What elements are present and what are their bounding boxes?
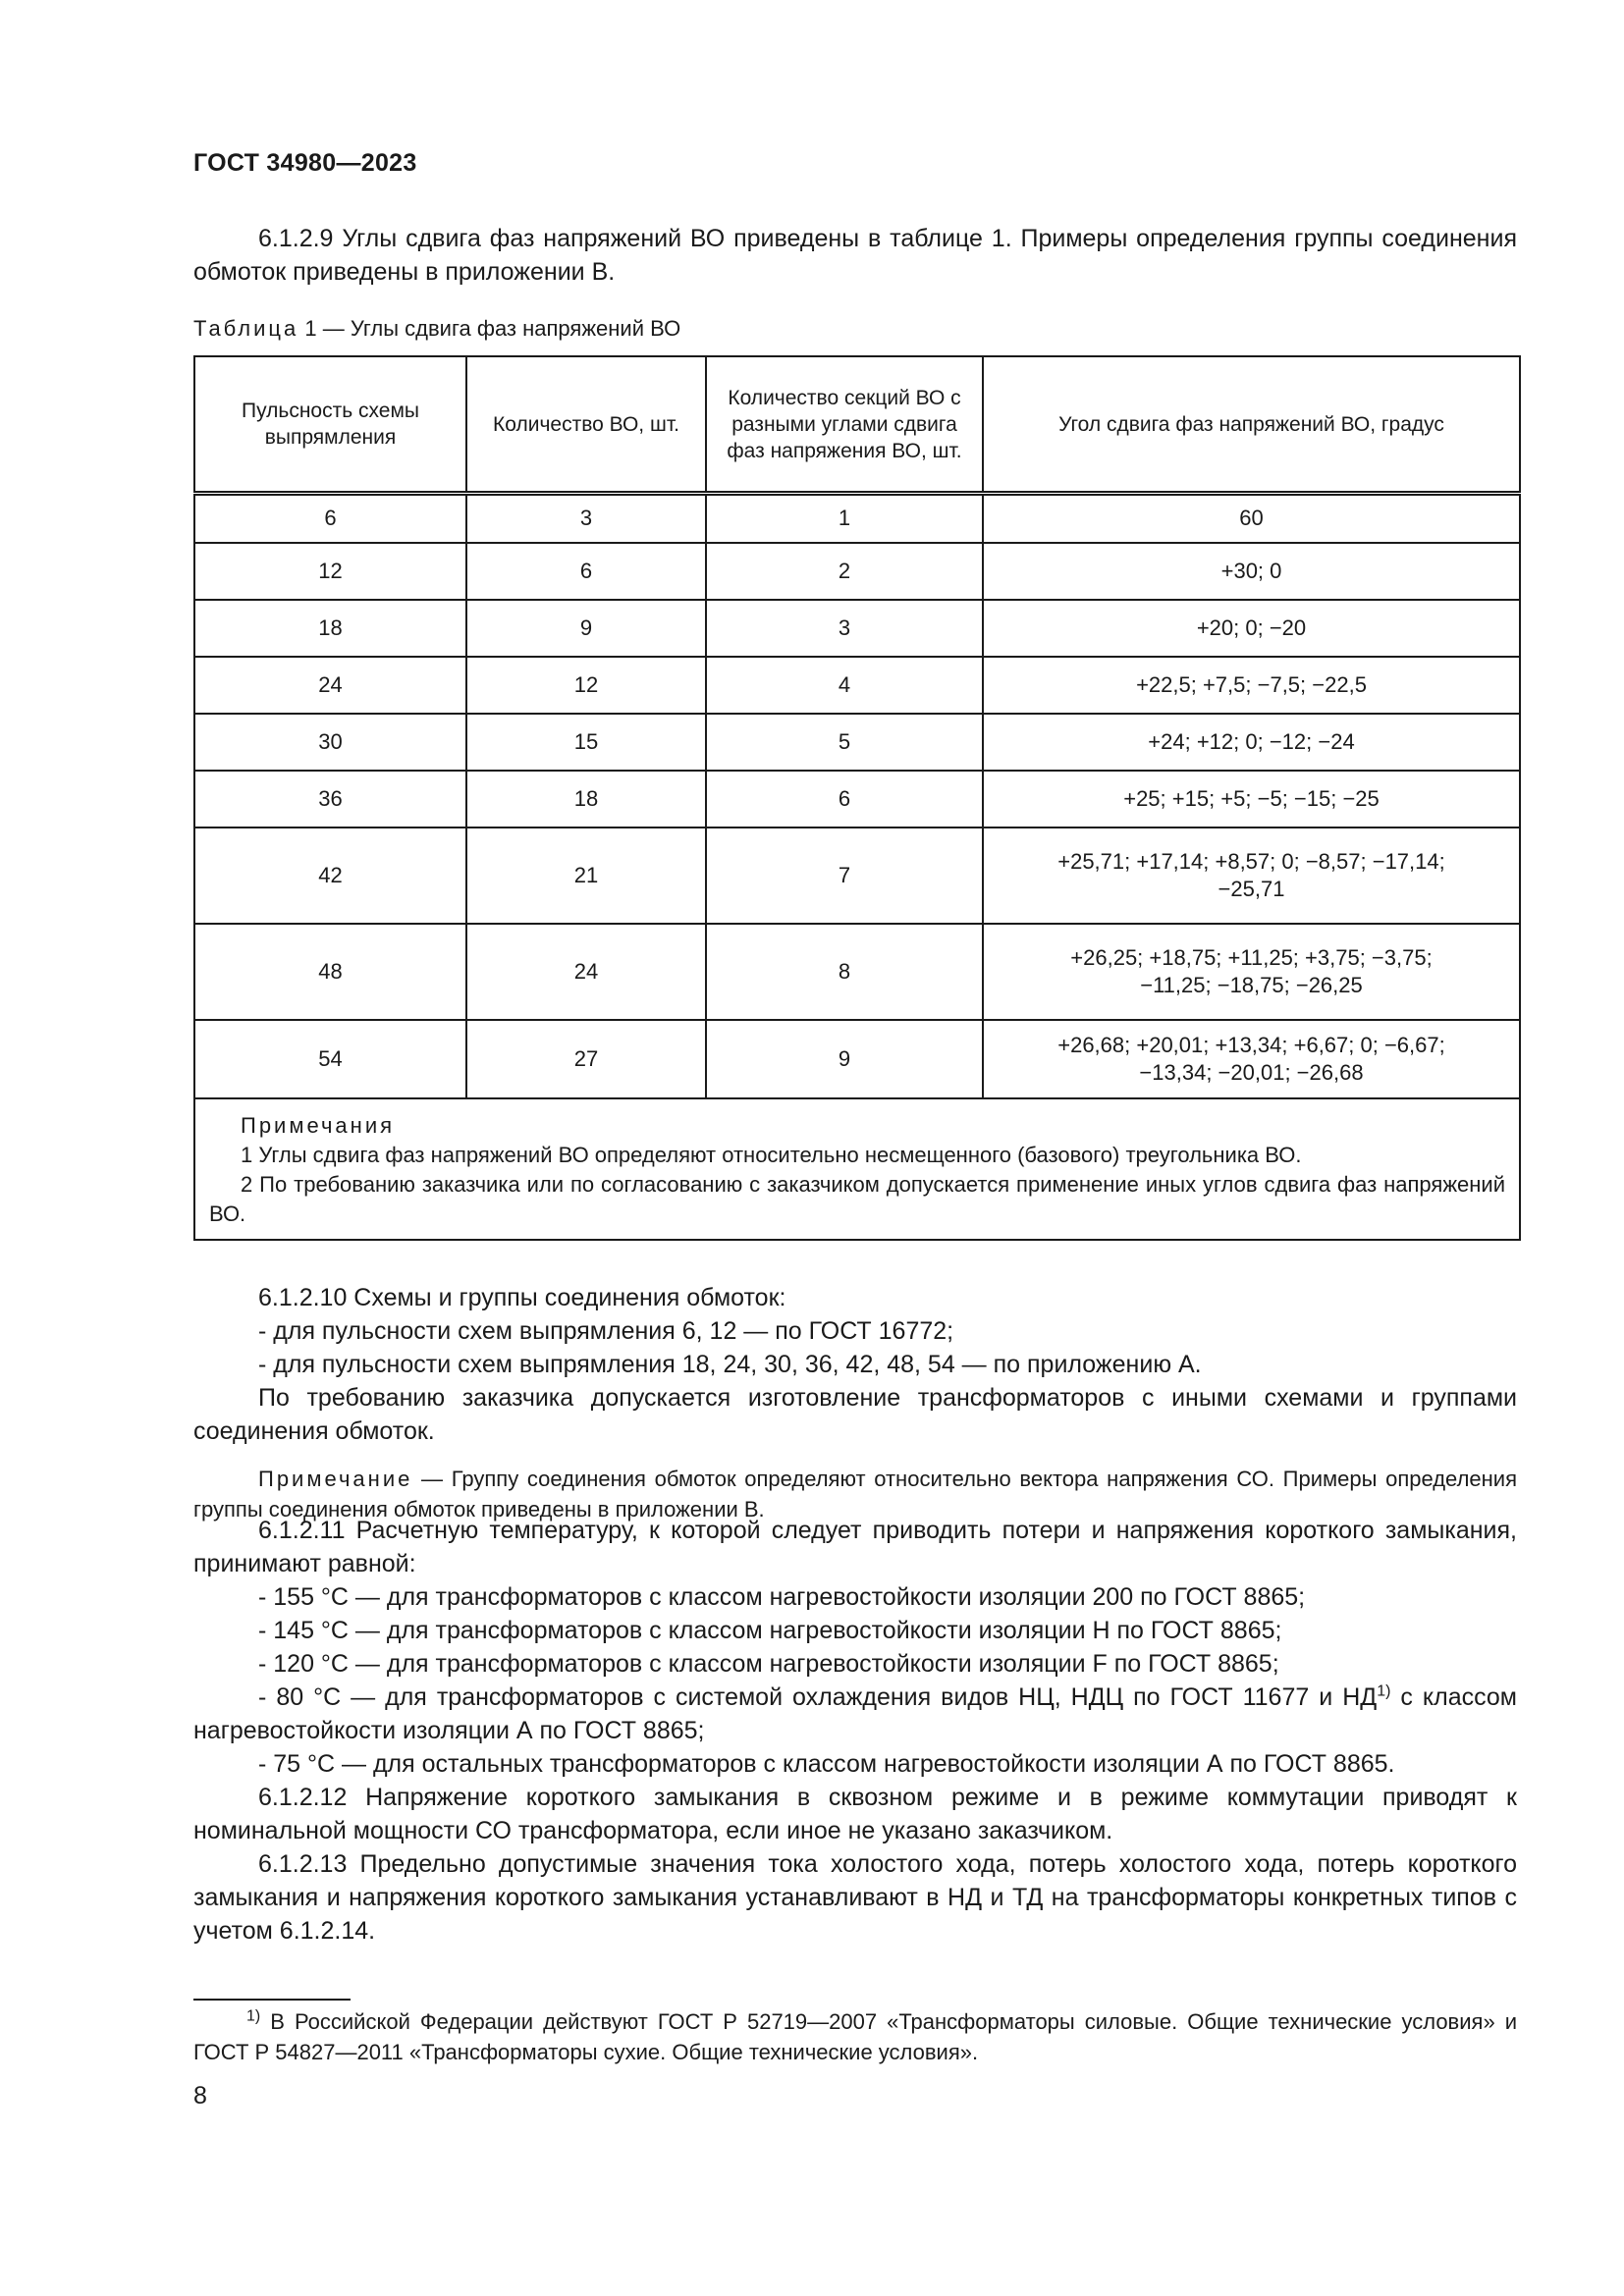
note-2: 2 По требованию заказчика или по согласованию с заказчиком допускается применение иных углов сдвига фаз напряжений ВО. (209, 1171, 1505, 1226)
list-item: - 120 °С — для трансформаторов с классом нагревостойкости изоляции F по ГОСТ 8865; (258, 1650, 1279, 1678)
cell-angle: +22,5; +7,5; −7,5; −22,5 (983, 657, 1520, 714)
footnote-divider (193, 1999, 351, 2001)
cell-hv-count: 9 (466, 600, 706, 657)
cell-pulse: 54 (194, 1020, 466, 1098)
header-pulse: Пульсность схемы выпрямления (194, 356, 466, 494)
cell-hv-count: 3 (466, 494, 706, 543)
note-1: 1 Углы сдвига фаз напряжений ВО определяют относительно несмещенного (базового) треугольника ВО. (241, 1142, 1302, 1167)
table-notes-row (194, 1098, 1520, 1240)
cell-sections: 7 (706, 828, 983, 924)
table-row (194, 924, 1520, 1020)
cell-pulse: 24 (194, 657, 466, 714)
cell-sections: 9 (706, 1020, 983, 1098)
cell-angle: +30; 0 (983, 543, 1520, 600)
document-header: ГОСТ 34980—2023 (193, 149, 417, 177)
table-row (194, 543, 1520, 600)
cell-hv-count: 24 (466, 924, 706, 1020)
cell-hv-count: 21 (466, 828, 706, 924)
list-item: - для пульсности схем выпрямления 18, 24, 30, 36, 42, 48, 54 — по приложению А. (258, 1351, 1202, 1378)
header-angle: Угол сдвига фаз напряжений ВО, градус (983, 356, 1520, 494)
cell-hv-count: 27 (466, 1020, 706, 1098)
note-text: — Группу соединения обмоток определяют относительно вектора напряжения СО. Примеры определения группы соединения обмоток приведены в приложении В. (193, 1467, 1517, 1522)
cell-pulse: 30 (194, 714, 466, 771)
cell-angle: +24; +12; 0; −12; −24 (983, 714, 1520, 771)
table-caption-text: 1 — Углы сдвига фаз напряжений ВО (304, 316, 681, 341)
cell-sections: 3 (706, 600, 983, 657)
list-item: - 155 °С — для трансформаторов с классом нагревостойкости изоляции 200 по ГОСТ 8865; (258, 1583, 1306, 1611)
cell-hv-count: 18 (466, 771, 706, 828)
section-6-1-2-10 (193, 1281, 1517, 1524)
phase-angle-table (193, 355, 1521, 1241)
page-number: 8 (193, 2082, 207, 2109)
table-header-row (194, 356, 1520, 494)
table-row (194, 494, 1520, 543)
section-6-1-2-11 (193, 1514, 1517, 1948)
table-row (194, 828, 1520, 924)
table-caption (193, 316, 680, 342)
cell-angle: +20; 0; −20 (983, 600, 1520, 657)
list-item: - 145 °С — для трансформаторов с классом нагревостойкости изоляции Н по ГОСТ 8865; (258, 1617, 1282, 1644)
list-item-text: - 80 °С — для трансформаторов с системой охлаждения видов НЦ, НДЦ по ГОСТ 11677 и НД (258, 1683, 1378, 1711)
cell-sections: 4 (706, 657, 983, 714)
footnote-text: В Российской Федерации действуют ГОСТ Р 52719—2007 «Трансформаторы силовые. Общие технические условия» и ГОСТ Р 54827—2011 «Трансформаторы сухие. Общие технические условия». (193, 2009, 1517, 2064)
clause-6-1-2-12: 6.1.2.12 Напряжение короткого замыкания в сквозном режиме и в режиме коммутации приводят к номинальной мощности СО трансформатора, если иное не указано заказчиком. (193, 1784, 1517, 1844)
cell-hv-count: 6 (466, 543, 706, 600)
cell-sections: 5 (706, 714, 983, 771)
table-row (194, 657, 1520, 714)
cell-pulse: 36 (194, 771, 466, 828)
cell-angle: +25,71; +17,14; +8,57; 0; −8,57; −17,14; −25,71 (983, 828, 1520, 924)
clause-text: 6.1.2.11 Расчетную температуру, к которой следует приводить потери и напряжения короткого замыкания, принимают равной: (193, 1517, 1517, 1577)
table-notes (194, 1098, 1520, 1240)
list-item (193, 1681, 1517, 1747)
clause-title: 6.1.2.10 Схемы и группы соединения обмоток: (258, 1284, 786, 1311)
cell-sections: 2 (706, 543, 983, 600)
table-row (194, 1020, 1520, 1098)
cell-pulse: 48 (194, 924, 466, 1020)
cell-pulse: 12 (194, 543, 466, 600)
table-row (194, 714, 1520, 771)
clause-text: Углы сдвига фаз напряжений ВО приведены в таблице 1. Примеры определения группы соединения обмоток приведены в приложении В. (193, 225, 1517, 286)
table-row (194, 600, 1520, 657)
footnote-ref: 1) (1377, 1682, 1391, 1700)
note-word: Примечание (258, 1467, 413, 1491)
cell-pulse: 42 (194, 828, 466, 924)
table-caption-word: Таблица (193, 316, 299, 341)
clause-text: По требованию заказчика допускается изготовление трансформаторов с иными схемами и группами соединения обмоток. (193, 1384, 1517, 1445)
section-6-1-2-9 (193, 222, 1517, 289)
list-item-text-cont: с классом нагревостойкости изоляции А по ГОСТ 8865; (193, 1683, 1517, 1744)
cell-pulse: 6 (194, 494, 466, 543)
cell-sections: 8 (706, 924, 983, 1020)
cell-pulse: 18 (194, 600, 466, 657)
header-hv-count: Количество ВО, шт. (466, 356, 706, 494)
cell-hv-count: 12 (466, 657, 706, 714)
list-item: - 75 °С — для остальных трансформаторов с классом нагревостойкости изоляции А по ГОСТ 8865. (258, 1750, 1395, 1778)
clause-6-1-2-13: 6.1.2.13 Предельно допустимые значения тока холостого хода, потерь холостого хода, потерь короткого замыкания и напряжения короткого замыкания устанавливают в НД и ТД на трансформаторы конкретных типов с учетом 6.1.2.14. (193, 1850, 1517, 1945)
footnote (193, 2006, 1517, 2067)
cell-angle: +26,25; +18,75; +11,25; +3,75; −3,75; −11,25; −18,75; −26,25 (983, 924, 1520, 1020)
list-item: - для пульсности схем выпрямления 6, 12 — по ГОСТ 16772; (258, 1317, 954, 1345)
table-row (194, 771, 1520, 828)
cell-angle: +26,68; +20,01; +13,34; +6,67; 0; −6,67; −13,34; −20,01; −26,68 (983, 1020, 1520, 1098)
header-sections: Количество секций ВО с разными углами сдвига фаз напряжения ВО, шт. (706, 356, 983, 494)
cell-hv-count: 15 (466, 714, 706, 771)
cell-angle: +25; +15; +5; −5; −15; −25 (983, 771, 1520, 828)
clause-number: 6.1.2.9 (258, 225, 334, 252)
cell-sections: 6 (706, 771, 983, 828)
cell-angle: 60 (983, 494, 1520, 543)
notes-title: Примечания (241, 1112, 396, 1138)
footnote-mark: 1) (246, 2007, 261, 2025)
cell-sections: 1 (706, 494, 983, 543)
